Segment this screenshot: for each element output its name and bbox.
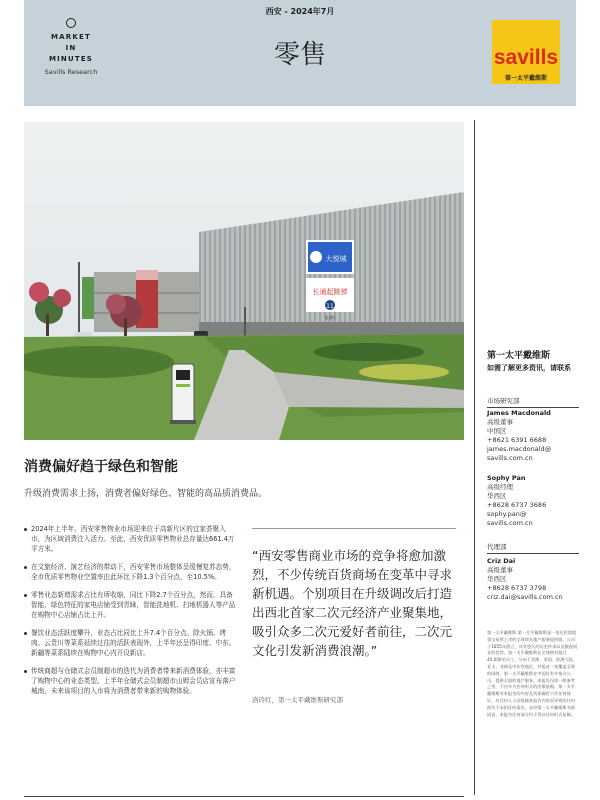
contact-email[interactable]: savills.com.cn: [487, 519, 533, 527]
section-title: 市场研究部: [487, 396, 579, 408]
key-points-list: [24, 524, 238, 704]
contact-email[interactable]: sophy.pan@: [487, 510, 527, 518]
company-name: 第一太平戴维斯: [487, 351, 551, 361]
key-point: 传统商超与仓储式会员制超市的迭代为消费者带来新消费体验，亦丰富了购物中心的业态类型。上半年仓储式会员制超市山姆会员店宣布落户城南，未来该项目的入市将为消费者带来新的购物体验。: [24, 666, 238, 696]
pullquote-rule: [252, 528, 456, 529]
key-point: 在文旅经济、演艺经济的带动下，西安零售市场整体呈缓慢复苏态势，全市优质零售物业空置率由此环比下降1.3个百分点，至10.5%。: [24, 562, 238, 582]
contact-card: [487, 557, 579, 602]
key-point: 2024年上半年，西安零售物业市场迎来位于高新片区的宜家荟聚入市，为区域消费注入活力。至此，西安优质零售物业总存量达661.4万平方米。: [24, 524, 238, 554]
disclaimer-text: 第一太平戴维斯 第一太平戴维斯是一家在伦敦股票交易所上市的全球领先地产服务提供商。公司于1855年创立，具有悠久的历史传承以及傲视同业的优势。第一太平戴维斯在全球拥有超过40,000名员工，分布于美洲、英国、欧洲大陆、亚太、非洲及中东等地区，并组成一张覆盖全球的网络。第一太平戴维斯在中国设有多家分公司，提供全面的地产服务。本报告仅供一般参考之用，不应作为任何形式的决策依据。第一太平戴维斯对本报告的内容及其准确性不作任何保证，对任何人士因依赖本报告内容而导致的任何损失不承担任何责任。未经第一太平戴维斯书面同意，本报告任何部分均不得以任何形式复制。: [487, 630, 578, 717]
contact-line: 华西区: [487, 492, 507, 500]
pullquote-text: “西安零售商业市场的竞争将愈加激烈，不少传统百货商场在变革中寻求新机遇。个别项目在升级调改后打造出西北首家二次元经济产业聚集地，吸引众多二次元爱好者前往，二次元文化引发新消费浪潮。”: [252, 548, 453, 658]
section-agency: [487, 542, 579, 554]
contact-phone: +8621 6391 6688: [487, 436, 547, 444]
shopping-mall-photo: [24, 122, 464, 440]
article-headline: 消费偏好趋于绿色和智能: [24, 459, 178, 475]
location-date: 西安 - 2024年7月: [265, 7, 335, 16]
brand-line: IN: [65, 44, 77, 52]
logo-caption: 第一太平戴维斯: [504, 75, 547, 82]
section-research: [487, 396, 579, 408]
sign-number: 11: [326, 303, 334, 310]
contact-email[interactable]: criz.dai@savills.com.cn: [487, 593, 563, 601]
report-header: [24, 0, 576, 106]
contact-phone: +8628 6737 3686: [487, 501, 547, 509]
contact-line: 中国区: [487, 427, 507, 435]
article-subtitle: 升级消费需求上扬，消费者偏好绿色、智能的高品质消费品。: [24, 489, 268, 499]
contact-line: 高级董事: [487, 566, 513, 574]
contact-email[interactable]: savills.com.cn: [487, 454, 533, 462]
page-title: 零售: [273, 40, 326, 70]
section-title: 代理部: [487, 542, 579, 554]
clock-icon: [66, 18, 76, 28]
brand-line: MARKET: [51, 33, 91, 41]
sign-top-text: 大悦城: [325, 255, 347, 263]
contact-prompt: 如需了解更多资讯，请联系: [487, 364, 571, 372]
logo-wordmark: savills: [493, 46, 559, 69]
key-point: 餐饮业态活跃度攀升，业态占比同比上升7.4个百分点。除火锅、烤肉、云贵川等菜系延续过往的活跃表现外，上半年还呈得印度、中东、新疆等菜系陆续在购物中心内开设新店。: [24, 628, 238, 658]
column-divider: [474, 120, 475, 795]
bottom-rule: [24, 796, 464, 797]
contact-name: Sophy Pan: [487, 474, 526, 482]
contact-line: 高级经理: [487, 483, 513, 491]
sign-small-text: 购物: [324, 316, 336, 322]
pullquote-source: 洛玲红，第一太平戴维斯研究部: [252, 696, 343, 704]
contact-card: [487, 409, 579, 463]
contact-line: 高级董事: [487, 418, 513, 426]
cover-photo: [24, 122, 464, 440]
brand-line: MINUTES: [48, 55, 94, 63]
sign-main-text: 长通起跳弹: [312, 288, 348, 296]
brand-subtitle: Savills Research: [44, 68, 98, 76]
contact-name: Criz Dai: [487, 557, 516, 565]
sidebar-header: [487, 348, 579, 373]
contact-line: 华西区: [487, 575, 507, 583]
contact-phone: +8628 6737 3798: [487, 584, 547, 592]
contact-card: [487, 474, 579, 528]
contact-email[interactable]: james.macdonald@: [487, 445, 552, 453]
contact-name: James Macdonald: [487, 409, 551, 417]
key-point: 零售业态新增需求占比有所收缩，同比下降2.7个百分点，然而，具备智能、绿色特征的家电店铺受到青睐，智能洗地机、扫地机器人等产品在购物中心店铺占比上升。: [24, 590, 238, 620]
savills-logo: [492, 20, 560, 84]
